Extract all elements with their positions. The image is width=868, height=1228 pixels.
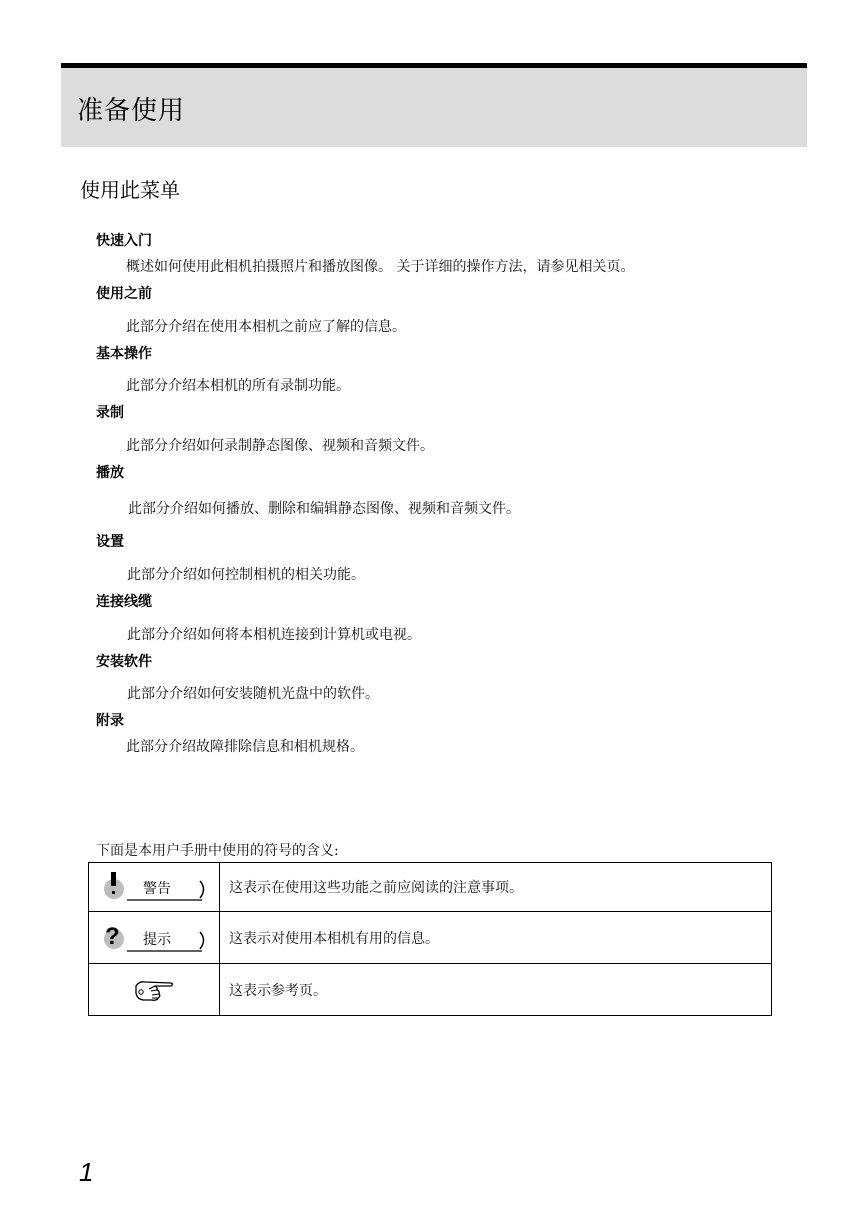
toc-title: 设置 — [96, 534, 124, 550]
title-band — [61, 68, 807, 147]
page-title: 准备使用 — [77, 96, 186, 126]
toc-desc: 此部分介绍故障排除信息和相机规格。 — [126, 739, 364, 755]
caution-badge — [101, 871, 213, 903]
legend-symbol-cell — [89, 964, 220, 1016]
toc-desc: 此部分介绍如何录制静态图像、视频和音频文件。 — [126, 438, 434, 454]
legend-intro: 下面是本用户手册中使用的符号的含义: — [96, 843, 339, 859]
toc-title: 附录 — [96, 713, 124, 729]
page-number: 1 — [79, 1157, 94, 1187]
toc-desc: 概述如何使用此相机拍摄照片和播放图像。 关于详细的操作方法，请参见相关页。 — [126, 259, 635, 275]
toc-title: 连接线缆 — [96, 594, 152, 610]
toc-desc: 此部分介绍如何将本相机连接到计算机或电视。 — [127, 627, 421, 643]
legend-meaning: 这表示参考页。 — [220, 964, 772, 1016]
toc-title: 录制 — [96, 405, 124, 421]
svg-text:?: ? — [105, 922, 120, 950]
legend-symbol-cell — [89, 912, 220, 964]
toc-desc: 此部分介绍本相机的所有录制功能。 — [126, 378, 350, 394]
toc-desc: 此部分介绍如何安装随机光盘中的软件。 — [127, 686, 379, 702]
toc-desc: 此部分介绍如何控制相机的相关功能。 — [127, 567, 365, 583]
toc-desc: 此部分介绍如何播放、删除和编辑静态图像、视频和音频文件。 — [128, 501, 520, 517]
toc-title: 使用之前 — [96, 286, 152, 302]
caution-label: 警告 — [143, 880, 171, 896]
legend-meaning: 这表示对使用本相机有用的信息。 — [220, 912, 772, 964]
pointing-hand-icon — [133, 977, 175, 1003]
legend-row-caution — [89, 863, 772, 912]
toc-desc: 此部分介绍在使用本相机之前应了解的信息。 — [126, 319, 406, 335]
tip-badge — [101, 922, 213, 954]
toc-title: 安装软件 — [96, 654, 152, 670]
legend-meaning: 这表示在使用这些功能之前应阅读的注意事项。 — [220, 863, 772, 912]
legend-row-tip — [89, 912, 772, 964]
tip-label: 提示 — [143, 930, 171, 947]
toc-title: 播放 — [96, 465, 124, 481]
section-heading: 使用此菜单 — [80, 178, 180, 202]
toc-title: 基本操作 — [96, 346, 152, 362]
legend-row-reference — [89, 964, 772, 1016]
legend-symbol-cell — [89, 863, 220, 912]
toc-title: 快速入门 — [96, 233, 152, 249]
symbol-legend-table — [88, 862, 772, 1016]
